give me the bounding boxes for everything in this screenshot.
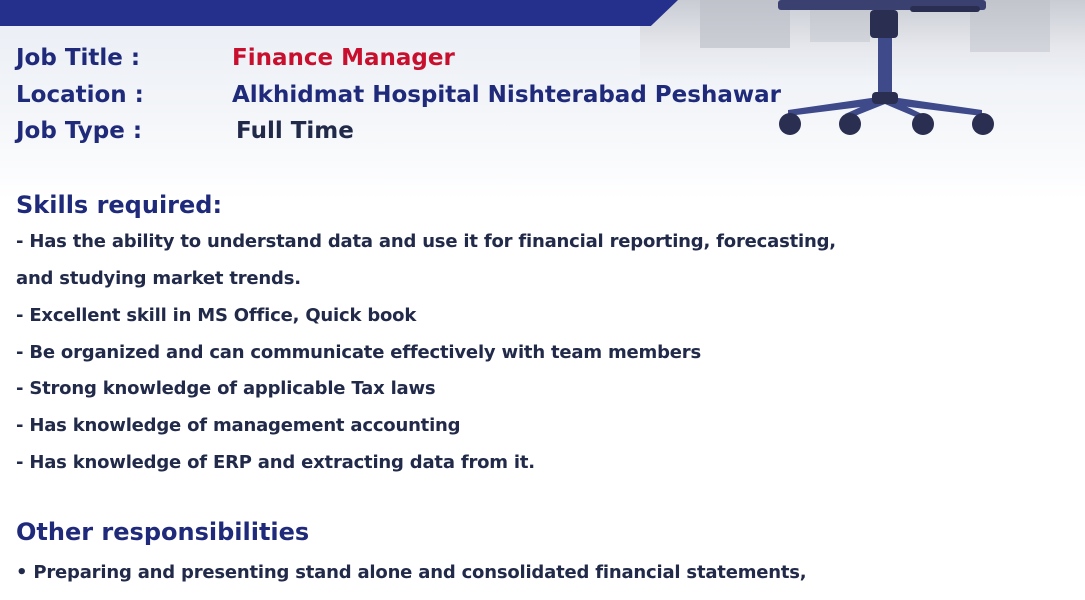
location-label: Location : [16,82,144,108]
responsibilities-line: • Preparing and presenting stand alone and consolidated financial statements, [16,562,807,583]
office-chair-icon [760,0,1020,140]
job-title-label: Job Title : [16,45,141,71]
job-type-value: Full Time [236,118,354,144]
skills-line: and studying market trends. [16,268,301,289]
responsibilities-heading: Other responsibilities [16,518,310,546]
job-type-label: Job Type : [16,118,143,144]
location-value: Alkhidmat Hospital Nishterabad Peshawar [232,82,781,108]
skills-line: - Has knowledge of management accounting [16,415,461,436]
skills-line: - Strong knowledge of applicable Tax laws [16,378,436,399]
skills-heading: Skills required: [16,191,223,219]
skills-line: - Has knowledge of ERP and extracting data from it. [16,452,535,473]
skills-line: - Be organized and can communicate effectively with team members [16,342,701,363]
job-title-value: Finance Manager [232,45,455,71]
header-banner [0,0,678,26]
skills-line: - Excellent skill in MS Office, Quick book [16,305,417,326]
skills-line: - Has the ability to understand data and use it for financial reporting, forecasting, [16,231,836,252]
